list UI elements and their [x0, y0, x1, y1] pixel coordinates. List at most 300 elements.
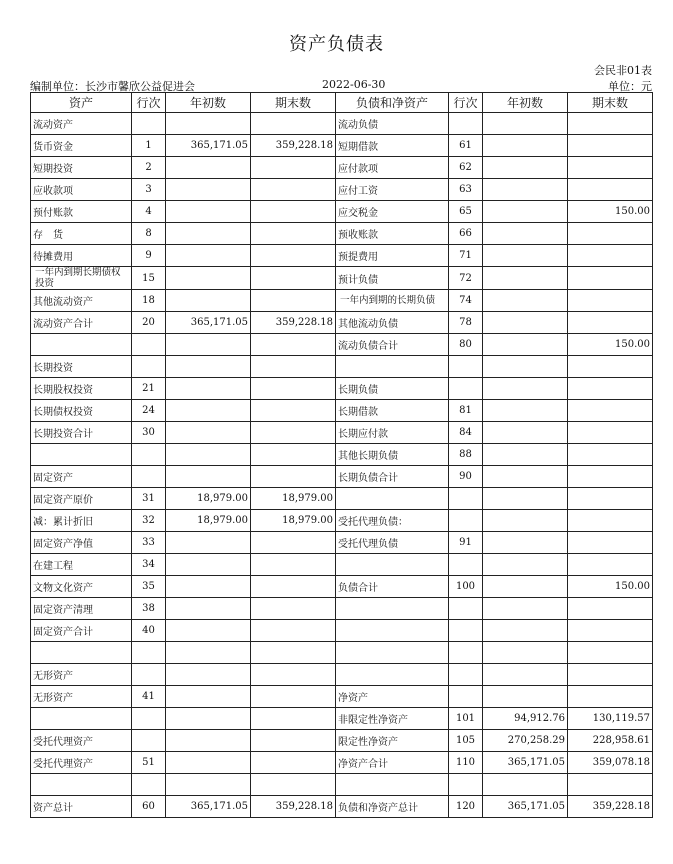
- liability-name-cell: 净资产: [336, 686, 449, 708]
- asset-line-no-cell: 60: [132, 796, 166, 818]
- asset-ending-cell: [251, 422, 336, 444]
- liability-name-cell: [336, 642, 449, 664]
- asset-line-no-cell: 2: [132, 157, 166, 179]
- liability-line-no-cell: 66: [449, 223, 483, 245]
- asset-name-cell: 固定资产原价: [31, 488, 132, 510]
- liability-name-cell: 负债和净资产总计: [336, 796, 449, 818]
- asset-line-no-cell: [132, 466, 166, 488]
- liability-line-no-cell: 63: [449, 179, 483, 201]
- asset-ending-cell: 359,228.18: [251, 312, 336, 334]
- table-row: [31, 774, 653, 796]
- asset-ending-cell: [251, 532, 336, 554]
- asset-line-no-cell: 31: [132, 488, 166, 510]
- col-header-beginning: 年初数: [483, 93, 568, 113]
- asset-name-cell: 固定资产合计: [31, 620, 132, 642]
- liability-name-cell: [336, 554, 449, 576]
- liability-beginning-cell: [483, 201, 568, 223]
- asset-name-cell: 流动资产合计: [31, 312, 132, 334]
- asset-ending-cell: [251, 400, 336, 422]
- asset-ending-cell: [251, 267, 336, 290]
- liability-ending-cell: [568, 598, 653, 620]
- asset-name-cell: 短期投资: [31, 157, 132, 179]
- liability-line-no-cell: 62: [449, 157, 483, 179]
- asset-ending-cell: [251, 708, 336, 730]
- report-meta: [30, 78, 652, 92]
- liability-ending-cell: [568, 488, 653, 510]
- liability-line-no-cell: 81: [449, 400, 483, 422]
- liability-ending-cell: [568, 356, 653, 378]
- table-row: [31, 598, 653, 620]
- asset-beginning-cell: [166, 201, 251, 223]
- asset-line-no-cell: 21: [132, 378, 166, 400]
- asset-name-cell: 存 货: [31, 223, 132, 245]
- liability-ending-cell: [568, 378, 653, 400]
- liability-beginning-cell: [483, 620, 568, 642]
- liability-name-cell: 长期应付款: [336, 422, 449, 444]
- asset-beginning-cell: 365,171.05: [166, 312, 251, 334]
- asset-name-cell: 应收款项: [31, 179, 132, 201]
- asset-ending-cell: [251, 752, 336, 774]
- asset-beginning-cell: [166, 576, 251, 598]
- table-row: [31, 267, 653, 290]
- asset-beginning-cell: [166, 245, 251, 267]
- asset-ending-cell: [251, 774, 336, 796]
- liability-beginning-cell: [483, 223, 568, 245]
- asset-line-no-cell: 38: [132, 598, 166, 620]
- liability-line-no-cell: 72: [449, 267, 483, 290]
- asset-name-cell: 无形资产: [31, 686, 132, 708]
- table-row: [31, 466, 653, 488]
- table-row: [31, 664, 653, 686]
- liability-name-cell: 负债合计: [336, 576, 449, 598]
- table-row: [31, 223, 653, 245]
- liability-line-no-cell: 120: [449, 796, 483, 818]
- liability-beginning-cell: [483, 422, 568, 444]
- table-row: [31, 752, 653, 774]
- liability-beginning-cell: [483, 334, 568, 356]
- liability-ending-cell: [568, 290, 653, 312]
- asset-line-no-cell: 3: [132, 179, 166, 201]
- asset-ending-cell: [251, 598, 336, 620]
- liability-name-cell: 受托代理负债：: [336, 510, 449, 532]
- asset-ending-cell: [251, 642, 336, 664]
- asset-name-cell: 资产总计: [31, 796, 132, 818]
- asset-beginning-cell: [166, 752, 251, 774]
- liability-beginning-cell: 365,171.05: [483, 796, 568, 818]
- liability-name-cell: [336, 598, 449, 620]
- balance-sheet-table: [30, 92, 653, 818]
- asset-line-no-cell: 32: [132, 510, 166, 532]
- asset-beginning-cell: [166, 400, 251, 422]
- asset-line-no-cell: 30: [132, 422, 166, 444]
- asset-ending-cell: [251, 620, 336, 642]
- liability-beginning-cell: [483, 135, 568, 157]
- asset-name-cell: [31, 334, 132, 356]
- asset-ending-cell: [251, 356, 336, 378]
- liability-name-cell: 应付款项: [336, 157, 449, 179]
- asset-ending-cell: [251, 466, 336, 488]
- table-row: [31, 334, 653, 356]
- liability-ending-cell: [568, 664, 653, 686]
- asset-ending-cell: [251, 730, 336, 752]
- liability-ending-cell: [568, 620, 653, 642]
- asset-beginning-cell: [166, 686, 251, 708]
- table-row: [31, 157, 653, 179]
- asset-ending-cell: [251, 201, 336, 223]
- asset-name-cell: 固定资产清理: [31, 598, 132, 620]
- liability-beginning-cell: [483, 267, 568, 290]
- asset-beginning-cell: [166, 334, 251, 356]
- liability-ending-cell: [568, 466, 653, 488]
- asset-name-cell: 长期投资合计: [31, 422, 132, 444]
- table-row: [31, 312, 653, 334]
- asset-line-no-cell: [132, 356, 166, 378]
- asset-beginning-cell: [166, 422, 251, 444]
- liability-name-cell: [336, 664, 449, 686]
- asset-beginning-cell: [166, 267, 251, 290]
- asset-line-no-cell: [132, 113, 166, 135]
- asset-line-no-cell: 4: [132, 201, 166, 223]
- asset-line-no-cell: 1: [132, 135, 166, 157]
- asset-name-cell: 预付账款: [31, 201, 132, 223]
- liability-beginning-cell: [483, 686, 568, 708]
- liability-beginning-cell: [483, 400, 568, 422]
- liability-line-no-cell: 88: [449, 444, 483, 466]
- asset-line-no-cell: 34: [132, 554, 166, 576]
- table-row: [31, 510, 653, 532]
- liability-line-no-cell: 105: [449, 730, 483, 752]
- liability-beginning-cell: [483, 179, 568, 201]
- liability-beginning-cell: [483, 157, 568, 179]
- liability-line-no-cell: [449, 642, 483, 664]
- asset-ending-cell: [251, 113, 336, 135]
- liability-line-no-cell: [449, 774, 483, 796]
- liability-line-no-cell: [449, 554, 483, 576]
- asset-beginning-cell: [166, 554, 251, 576]
- report-title: 资产负债表: [289, 34, 384, 55]
- asset-name-cell: [31, 444, 132, 466]
- liability-ending-cell: [568, 135, 653, 157]
- liability-name-cell: 受托代理负债: [336, 532, 449, 554]
- asset-beginning-cell: [166, 730, 251, 752]
- asset-line-no-cell: 8: [132, 223, 166, 245]
- asset-name-cell: 文物文化资产: [31, 576, 132, 598]
- asset-ending-cell: [251, 576, 336, 598]
- asset-name-cell: 其他流动资产: [31, 290, 132, 312]
- asset-line-no-cell: [132, 708, 166, 730]
- liability-name-cell: 预计负债: [336, 267, 449, 290]
- liability-beginning-cell: [483, 664, 568, 686]
- asset-beginning-cell: 18,979.00: [166, 488, 251, 510]
- liability-line-no-cell: [449, 598, 483, 620]
- liability-name-cell: [336, 620, 449, 642]
- asset-name-cell: 在建工程: [31, 554, 132, 576]
- liability-ending-cell: [568, 157, 653, 179]
- liability-ending-cell: 228,958.61: [568, 730, 653, 752]
- asset-line-no-cell: 33: [132, 532, 166, 554]
- asset-line-no-cell: [132, 664, 166, 686]
- liability-line-no-cell: 71: [449, 245, 483, 267]
- table-row: [31, 400, 653, 422]
- asset-beginning-cell: [166, 223, 251, 245]
- table-row: [31, 642, 653, 664]
- asset-beginning-cell: [166, 598, 251, 620]
- liability-name-cell: [336, 356, 449, 378]
- asset-name-cell: 受托代理资产: [31, 752, 132, 774]
- asset-name-cell: 减：累计折旧: [31, 510, 132, 532]
- table-row: [31, 290, 653, 312]
- liability-name-cell: 预收账款: [336, 223, 449, 245]
- liability-beginning-cell: [483, 532, 568, 554]
- asset-name-cell: [31, 708, 132, 730]
- asset-line-no-cell: [132, 642, 166, 664]
- asset-beginning-cell: [166, 664, 251, 686]
- col-header-liabilities: 负债和净资产: [336, 93, 449, 113]
- table-header-row: [31, 93, 653, 113]
- liability-beginning-cell: [483, 488, 568, 510]
- table-row: [31, 113, 653, 135]
- table-row: [31, 444, 653, 466]
- liability-beginning-cell: 365,171.05: [483, 752, 568, 774]
- liability-name-cell: 长期负债合计: [336, 466, 449, 488]
- liability-name-cell: 应付工资: [336, 179, 449, 201]
- liability-beginning-cell: [483, 598, 568, 620]
- liability-ending-cell: [568, 554, 653, 576]
- asset-beginning-cell: 365,171.05: [166, 135, 251, 157]
- liability-beginning-cell: [483, 312, 568, 334]
- liability-beginning-cell: [483, 554, 568, 576]
- asset-ending-cell: 359,228.18: [251, 135, 336, 157]
- liability-ending-cell: [568, 245, 653, 267]
- form-number: 会民非01表: [594, 64, 652, 77]
- asset-beginning-cell: [166, 378, 251, 400]
- asset-beginning-cell: [166, 444, 251, 466]
- asset-line-no-cell: 15: [132, 267, 166, 290]
- liability-ending-cell: [568, 267, 653, 290]
- table-row: [31, 179, 653, 201]
- liability-line-no-cell: [449, 113, 483, 135]
- asset-ending-cell: [251, 334, 336, 356]
- asset-name-cell: [31, 642, 132, 664]
- liability-ending-cell: 359,078.18: [568, 752, 653, 774]
- asset-line-no-cell: 24: [132, 400, 166, 422]
- asset-line-no-cell: [132, 730, 166, 752]
- asset-name-cell: [31, 774, 132, 796]
- liability-ending-cell: 150.00: [568, 201, 653, 223]
- table-row: [31, 245, 653, 267]
- table-row: [31, 620, 653, 642]
- liability-beginning-cell: [483, 245, 568, 267]
- table-row: [31, 356, 653, 378]
- liability-ending-cell: [568, 179, 653, 201]
- asset-ending-cell: [251, 378, 336, 400]
- currency-unit: 单位：元: [608, 80, 652, 93]
- asset-line-no-cell: 20: [132, 312, 166, 334]
- asset-ending-cell: [251, 664, 336, 686]
- asset-line-no-cell: 18: [132, 290, 166, 312]
- liability-beginning-cell: [483, 466, 568, 488]
- liability-beginning-cell: 94,912.76: [483, 708, 568, 730]
- asset-name-cell: 长期投资: [31, 356, 132, 378]
- liability-line-no-cell: 91: [449, 532, 483, 554]
- asset-name-cell: 货币资金: [31, 135, 132, 157]
- asset-line-no-cell: 41: [132, 686, 166, 708]
- asset-name-cell: 长期债权投资: [31, 400, 132, 422]
- liability-line-no-cell: [449, 488, 483, 510]
- liability-name-cell: 非限定性净资产: [336, 708, 449, 730]
- liability-line-no-cell: [449, 664, 483, 686]
- asset-name-cell: 受托代理资产: [31, 730, 132, 752]
- liability-beginning-cell: [483, 290, 568, 312]
- liability-name-cell: 长期负债: [336, 378, 449, 400]
- liability-line-no-cell: 101: [449, 708, 483, 730]
- asset-ending-cell: [251, 223, 336, 245]
- asset-ending-cell: [251, 245, 336, 267]
- liability-ending-cell: [568, 444, 653, 466]
- asset-name-cell: 一年内到期长期债权投资: [31, 267, 132, 290]
- liability-ending-cell: [568, 642, 653, 664]
- asset-name-cell: 流动资产: [31, 113, 132, 135]
- asset-ending-cell: 359,228.18: [251, 796, 336, 818]
- table-row: [31, 686, 653, 708]
- organization-name: 编制单位：长沙市馨欣公益促进会: [30, 80, 195, 93]
- asset-line-no-cell: 9: [132, 245, 166, 267]
- liability-name-cell: 一年内到期的长期负债: [336, 290, 449, 312]
- liability-ending-cell: [568, 774, 653, 796]
- liability-name-cell: 短期借款: [336, 135, 449, 157]
- asset-beginning-cell: [166, 642, 251, 664]
- asset-line-no-cell: [132, 444, 166, 466]
- liability-name-cell: 预提费用: [336, 245, 449, 267]
- table-row: [31, 378, 653, 400]
- liability-name-cell: 其他长期负债: [336, 444, 449, 466]
- liability-line-no-cell: 100: [449, 576, 483, 598]
- table-row: [31, 796, 653, 818]
- col-header-ending: 期末数: [568, 93, 653, 113]
- asset-beginning-cell: [166, 466, 251, 488]
- liability-name-cell: 长期借款: [336, 400, 449, 422]
- liability-name-cell: 流动负债合计: [336, 334, 449, 356]
- col-header-ending: 期末数: [251, 93, 336, 113]
- liability-beginning-cell: [483, 378, 568, 400]
- liability-name-cell: 净资产合计: [336, 752, 449, 774]
- liability-beginning-cell: [483, 576, 568, 598]
- liability-name-cell: 应交税金: [336, 201, 449, 223]
- liability-line-no-cell: 74: [449, 290, 483, 312]
- col-header-assets: 资产: [31, 93, 132, 113]
- liability-line-no-cell: [449, 510, 483, 532]
- asset-name-cell: 固定资产: [31, 466, 132, 488]
- asset-ending-cell: [251, 290, 336, 312]
- liability-name-cell: 其他流动负债: [336, 312, 449, 334]
- table-row: [31, 554, 653, 576]
- asset-beginning-cell: [166, 179, 251, 201]
- table-row: [31, 708, 653, 730]
- col-header-line-no: 行次: [132, 93, 166, 113]
- asset-beginning-cell: [166, 113, 251, 135]
- col-header-beginning: 年初数: [166, 93, 251, 113]
- liability-ending-cell: [568, 532, 653, 554]
- liability-ending-cell: [568, 686, 653, 708]
- asset-beginning-cell: 365,171.05: [166, 796, 251, 818]
- asset-line-no-cell: [132, 334, 166, 356]
- liability-line-no-cell: [449, 620, 483, 642]
- asset-line-no-cell: 35: [132, 576, 166, 598]
- asset-beginning-cell: [166, 708, 251, 730]
- liability-ending-cell: [568, 113, 653, 135]
- liability-ending-cell: 150.00: [568, 576, 653, 598]
- asset-beginning-cell: [166, 620, 251, 642]
- liability-ending-cell: 359,228.18: [568, 796, 653, 818]
- liability-line-no-cell: [449, 686, 483, 708]
- asset-name-cell: 长期股权投资: [31, 378, 132, 400]
- liability-line-no-cell: 84: [449, 422, 483, 444]
- liability-ending-cell: [568, 223, 653, 245]
- liability-line-no-cell: 80: [449, 334, 483, 356]
- liability-line-no-cell: 61: [449, 135, 483, 157]
- liability-ending-cell: [568, 312, 653, 334]
- liability-line-no-cell: 90: [449, 466, 483, 488]
- table-row: [31, 730, 653, 752]
- asset-line-no-cell: 51: [132, 752, 166, 774]
- table-row: [31, 532, 653, 554]
- asset-ending-cell: [251, 157, 336, 179]
- liability-ending-cell: [568, 400, 653, 422]
- table-row: [31, 422, 653, 444]
- asset-ending-cell: [251, 444, 336, 466]
- liability-beginning-cell: 270,258.29: [483, 730, 568, 752]
- liability-ending-cell: [568, 422, 653, 444]
- asset-beginning-cell: [166, 774, 251, 796]
- asset-beginning-cell: 18,979.00: [166, 510, 251, 532]
- table-row: [31, 488, 653, 510]
- asset-name-cell: 无形资产: [31, 664, 132, 686]
- table-row: [31, 135, 653, 157]
- asset-beginning-cell: [166, 356, 251, 378]
- asset-ending-cell: 18,979.00: [251, 510, 336, 532]
- liability-ending-cell: [568, 510, 653, 532]
- asset-ending-cell: [251, 554, 336, 576]
- liability-beginning-cell: [483, 510, 568, 532]
- liability-ending-cell: 130,119.57: [568, 708, 653, 730]
- liability-beginning-cell: [483, 444, 568, 466]
- liability-line-no-cell: 110: [449, 752, 483, 774]
- liability-line-no-cell: [449, 356, 483, 378]
- col-header-line-no: 行次: [449, 93, 483, 113]
- asset-line-no-cell: [132, 774, 166, 796]
- liability-beginning-cell: [483, 642, 568, 664]
- liability-beginning-cell: [483, 113, 568, 135]
- report-date: 2022-06-30: [322, 78, 386, 91]
- liability-beginning-cell: [483, 774, 568, 796]
- asset-ending-cell: [251, 179, 336, 201]
- liability-name-cell: [336, 488, 449, 510]
- asset-beginning-cell: [166, 532, 251, 554]
- asset-name-cell: 待摊费用: [31, 245, 132, 267]
- liability-name-cell: [336, 774, 449, 796]
- asset-ending-cell: [251, 686, 336, 708]
- table-row: [31, 576, 653, 598]
- table-row: [31, 201, 653, 223]
- liability-ending-cell: 150.00: [568, 334, 653, 356]
- liability-line-no-cell: 78: [449, 312, 483, 334]
- asset-ending-cell: 18,979.00: [251, 488, 336, 510]
- liability-line-no-cell: 65: [449, 201, 483, 223]
- liability-line-no-cell: [449, 378, 483, 400]
- asset-name-cell: 固定资产净值: [31, 532, 132, 554]
- liability-beginning-cell: [483, 356, 568, 378]
- asset-beginning-cell: [166, 157, 251, 179]
